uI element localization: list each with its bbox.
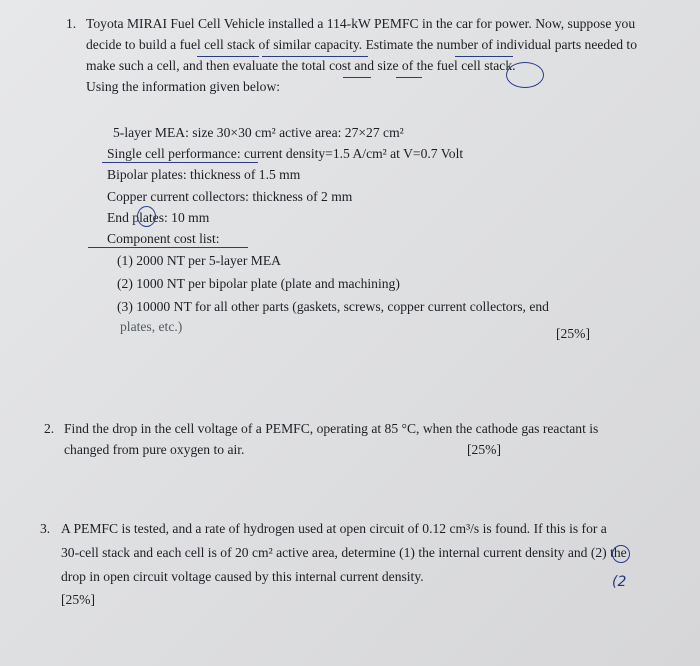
q3-weight: [25%] <box>61 592 95 607</box>
ink-underline-size <box>396 77 422 78</box>
q1-weight: [25%] <box>556 326 590 341</box>
given-bipolar: Bipolar plates: thickness of 1.5 mm <box>107 167 301 182</box>
q1-line-4: Using the information given below: <box>86 79 281 94</box>
q1-line-1: Toyota MIRAI Fuel Cell Vehicle installed a 114-kW PEMFC in the car for power. Now, suppose you <box>86 16 636 31</box>
given-single-cell: Single cell performance: current density=1.5 A/cm² at V=0.7 Volt <box>107 146 464 161</box>
given-copper: Copper current collectors: thickness of 2 mm <box>107 189 353 204</box>
ink-circle-item-2 <box>612 545 630 563</box>
q3-line-3: drop in open circuit voltage caused by this internal current density. <box>61 569 424 584</box>
ink-underline-fuel-cell <box>197 56 259 57</box>
cost-heading: Component cost list: <box>107 231 220 246</box>
ink-underline-number <box>455 56 513 57</box>
ink-underline-cost <box>343 77 371 78</box>
ink-underline-similar-capacity <box>262 56 368 57</box>
q1-number: 1. <box>66 16 77 31</box>
ink-underline-cost-heading <box>88 247 248 248</box>
q1-line-2: decide to build a fuel cell stack of similar capacity. Estimate the number of individual parts needed to <box>86 37 637 52</box>
q3-number: 3. <box>40 521 51 536</box>
q2-number: 2. <box>44 421 55 436</box>
given-mea: 5-layer MEA: size 30×30 cm² active area: 27×27 cm² <box>113 125 404 140</box>
ink-circle-end-plates <box>137 206 156 227</box>
ink-underline-single-cell <box>102 162 258 163</box>
ink-note: (2 <box>612 574 627 590</box>
q1-line-3: make such a cell, and then evaluate the total cost and size of the fuel cell stack. <box>86 58 516 73</box>
cost-item-1: (1) 2000 NT per 5-layer MEA <box>117 253 281 268</box>
ink-circle-stack <box>506 62 544 88</box>
q3-line-1: A PEMFC is tested, and a rate of hydrogen used at open circuit of 0.12 cm³/s is found. If this is for a <box>61 521 607 536</box>
cost-item-2: (2) 1000 NT per bipolar plate (plate and machining) <box>117 276 400 291</box>
q2-line-2: changed from pure oxygen to air. <box>64 442 245 457</box>
q2-line-1: Find the drop in the cell voltage of a PEMFC, operating at 85 °C, when the cathode gas reactant is <box>64 421 599 436</box>
cost-item-3: (3) 10000 NT for all other parts (gaskets, screws, copper current collectors, end <box>117 299 549 314</box>
cost-item-3-cont: plates, etc.) <box>120 319 183 334</box>
q2-weight: [25%] <box>467 442 501 457</box>
given-end-plates: End plates: 10 mm <box>107 210 210 225</box>
q3-line-2: 30-cell stack and each cell is of 20 cm² active area, determine (1) the internal current density and (2) the <box>61 545 627 560</box>
